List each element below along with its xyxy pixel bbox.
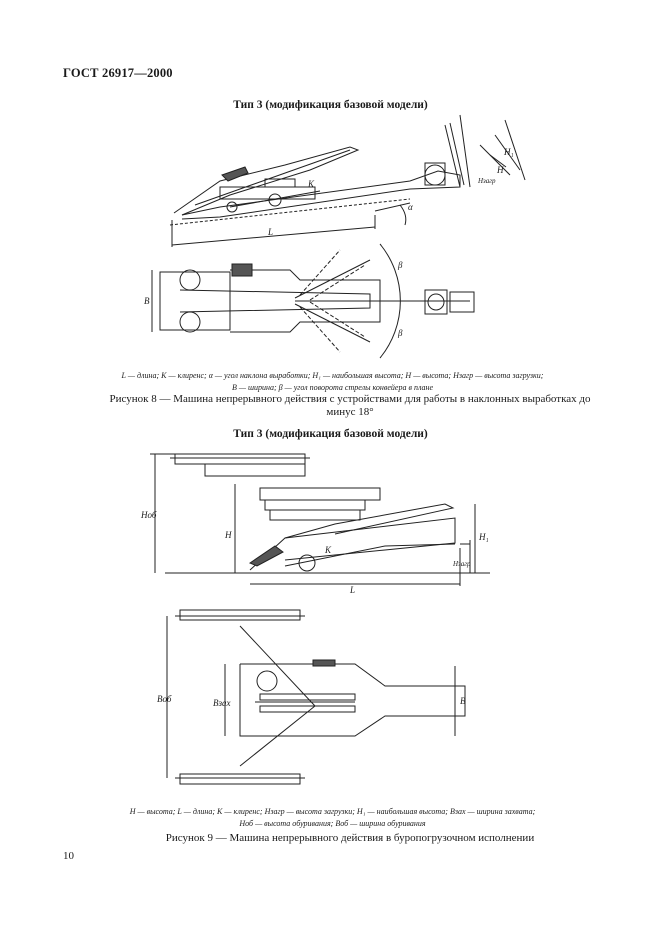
figure8-caption-line1: Рисунок 8 — Машина непрерывного действия с устройствами для работы в наклонных выработках до bbox=[109, 393, 591, 405]
label-beta-top: β bbox=[398, 260, 403, 270]
figure9-caption: Рисунок 9 — Машина непрерывного действия в буропогрузочном исполнении bbox=[165, 832, 535, 844]
figure9-legend bbox=[60, 806, 605, 830]
figure8-subtitle: Тип 3 (модификация базовой модели) bbox=[233, 99, 428, 111]
figure9-subtitle: Тип 3 (модификация базовой модели) bbox=[233, 428, 428, 440]
page-number: 10 bbox=[63, 850, 74, 862]
figure8-legend bbox=[60, 370, 605, 394]
document-header: ГОСТ 26917—2000 bbox=[63, 66, 173, 80]
label-K: K bbox=[308, 179, 315, 189]
label-L: L bbox=[350, 585, 356, 595]
figure8-legend-line2: B — ширина; β — угол поворота стрелы конвейера в плане bbox=[231, 383, 434, 392]
label-H1: H₁ bbox=[504, 147, 514, 157]
label-Bob: Bоб bbox=[157, 694, 172, 704]
figure9-side-view bbox=[135, 448, 495, 598]
label-beta-bottom: β bbox=[398, 328, 403, 338]
label-Hzagr: Hзагр bbox=[478, 177, 496, 185]
label-B: B bbox=[144, 296, 150, 306]
label-Hzagr: Hзагр bbox=[453, 560, 471, 568]
label-K: K bbox=[325, 545, 332, 555]
figure8-plan-view bbox=[140, 240, 490, 370]
figure9-legend-line1: H — высота; L — длина; K — клиренс; Hзагр — высота загрузки; H₁ — наибольшая высота; Bзах — ширина захвата; bbox=[129, 807, 536, 816]
label-Bzah: Bзах bbox=[213, 698, 231, 708]
label-L: L bbox=[268, 227, 274, 237]
label-alpha: α bbox=[408, 202, 413, 212]
figure9-legend-line2: Hоб — высота обуривания; Bоб — ширина обуривания bbox=[239, 819, 426, 828]
label-Hob: Hоб bbox=[141, 510, 157, 520]
label-H: H bbox=[225, 530, 232, 540]
figure8-caption-line2: минус 18° bbox=[326, 406, 374, 418]
label-B: B bbox=[460, 696, 466, 706]
figure9-plan-view bbox=[155, 606, 485, 806]
label-H: H bbox=[497, 165, 504, 175]
label-H1: H₁ bbox=[479, 532, 489, 542]
figure8-caption bbox=[70, 393, 630, 419]
figure8-legend-line1: L — длина; K — клиренс; α — угол наклона выработки; H₁ — наибольшая высота; H — высота; Hзагр — высота загрузки; bbox=[121, 371, 544, 380]
figure8-side-view bbox=[160, 115, 530, 255]
